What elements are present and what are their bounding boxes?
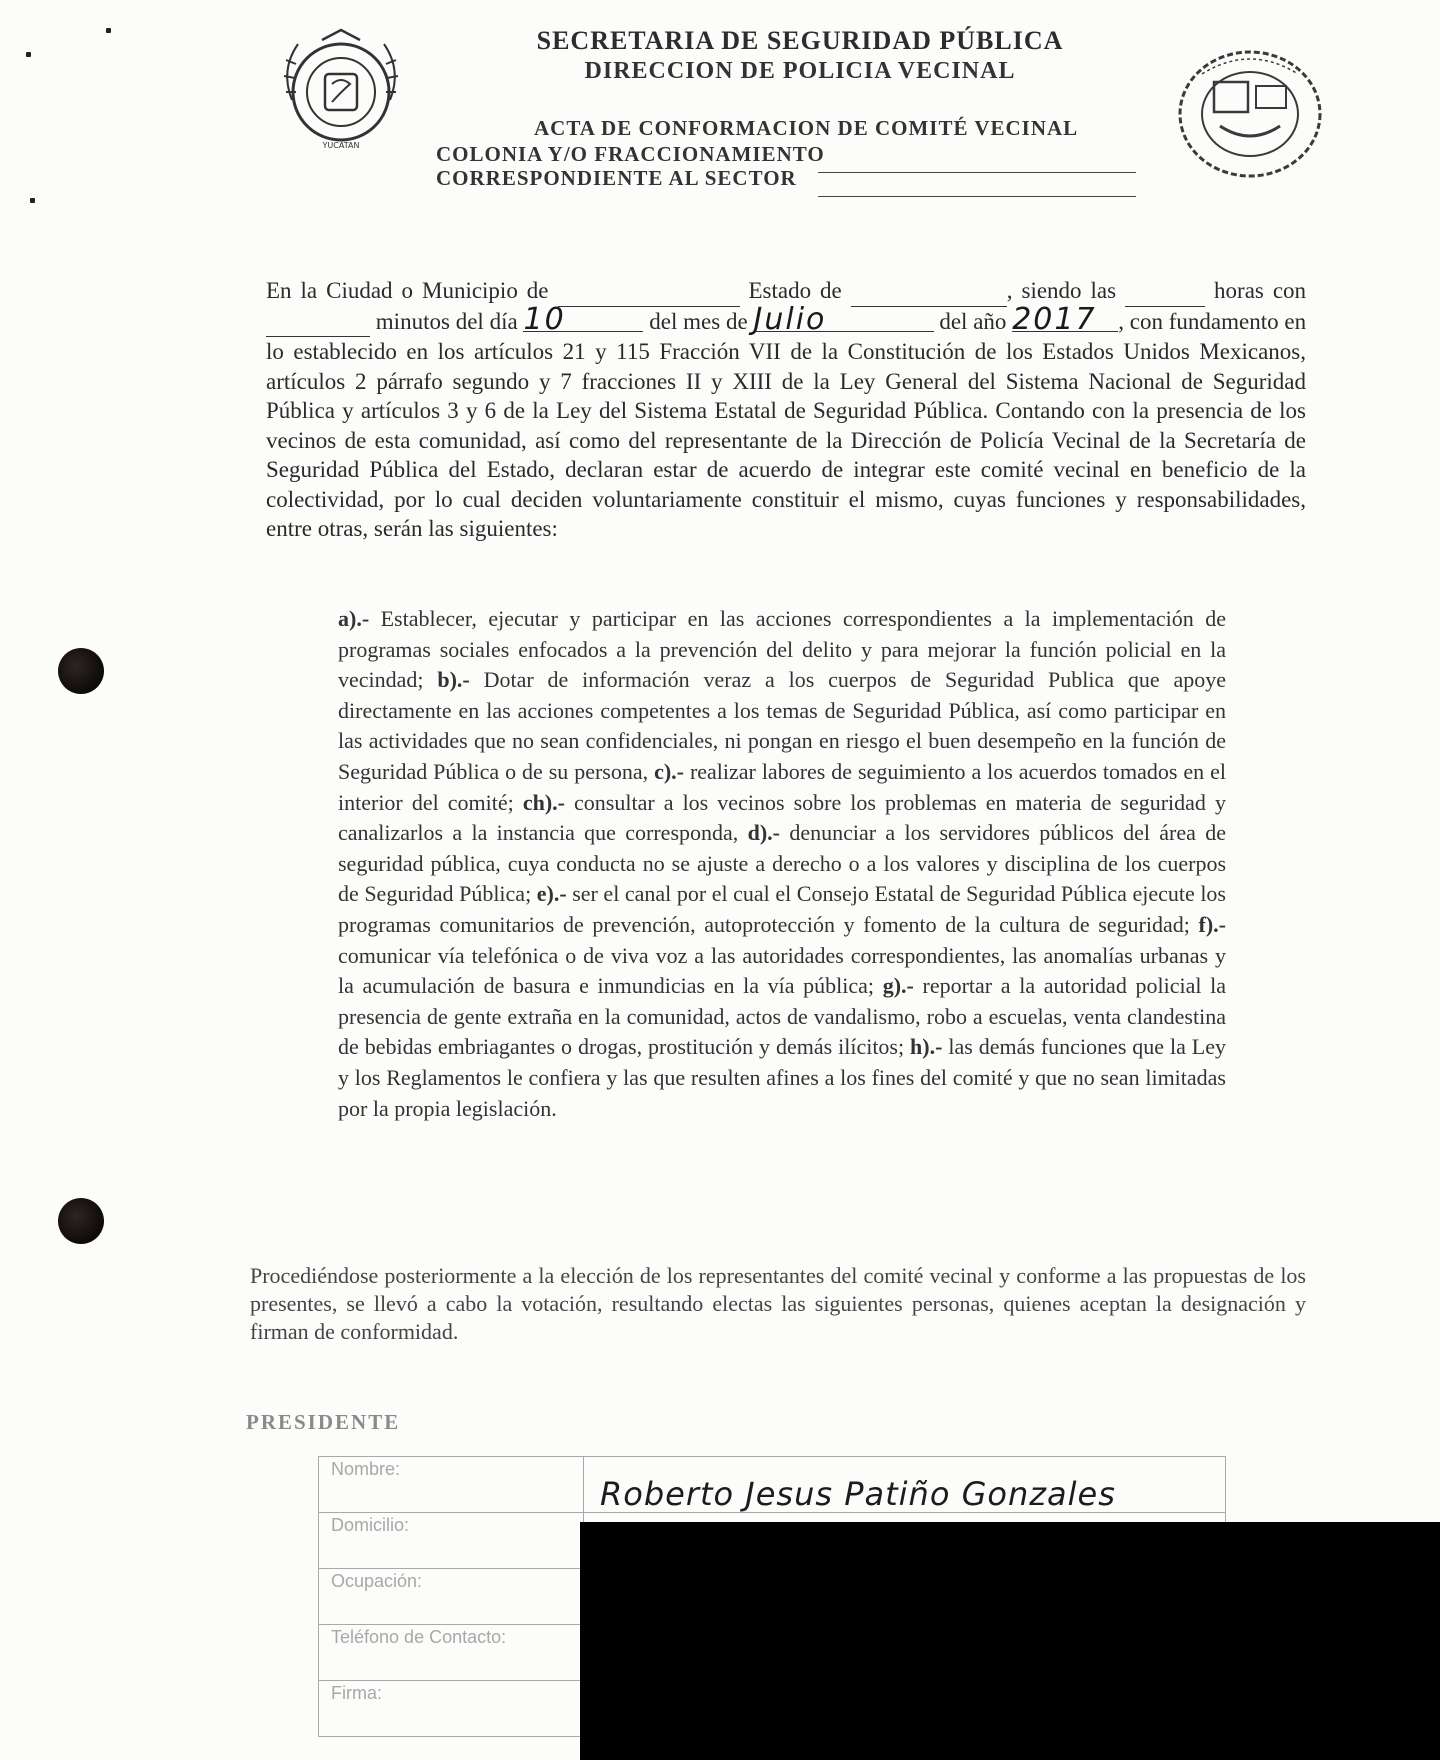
item-label: ch).- <box>522 789 565 815</box>
intro-text: del año <box>939 308 1007 334</box>
mes-field[interactable]: Julio <box>754 309 934 332</box>
header <box>440 26 1160 85</box>
sector-label: CORRESPONDIENTE AL SECTOR <box>436 166 797 190</box>
item-label: a).- <box>338 606 370 631</box>
estado-field[interactable] <box>851 276 1007 307</box>
intro-text: horas con <box>1214 278 1307 303</box>
item-label: c).- <box>654 758 684 784</box>
item-text: reportar a la autoridad policial la presencia de gente extraña en la comunidad, actos de vandalismo, robo a escuelas, venta clandestina de bebidas embriagantes o drogas, prostitución y demás ilícitos; <box>338 973 1226 1060</box>
colonia-field <box>818 172 1136 173</box>
ink-speck <box>30 198 35 203</box>
item-label: e).- <box>536 881 567 907</box>
item-text: las demás funciones que la Ley y los Reglamentos le confiera y las que resulten afines a los fines del comité y que no sean limitadas por la propia legislación. <box>338 1034 1227 1121</box>
ssp-emblem-icon <box>272 20 410 156</box>
municipio-field[interactable] <box>558 276 740 307</box>
nombre-label: Nombre: <box>319 1457 584 1513</box>
acta-title: ACTA DE CONFORMACION DE COMITÉ VECINAL <box>534 116 1079 140</box>
intro-text: , con fundamento en lo establecido en los artículos 21 y 115 Fracción VII de la Constitución de los Estados Unidos Mexicanos, artículos 2 párrafo segundo y 7 fracciones II y XIII de la Ley General del Sistema Nacional de Seguridad Pública y artículos 3 y 6 de la Ley del Sistema Estatal de Seguridad Pública. Contando con la presencia de los vecinos de esta comunidad, así como del representante de la Dirección de Policía Vecinal de la Secretaría de Seguridad Pública del Estado, declaran estar de acuerdo de integrar este comité vecinal en beneficio de la colectividad, por lo cual deciden voluntariamente constituir el mismo, cuyas funciones y responsabilidades, entre otras, serán las siguientes: <box>266 308 1307 541</box>
ink-speck <box>106 28 111 33</box>
anio-field[interactable]: 2017 <box>1012 309 1118 332</box>
ink-speck <box>26 52 31 57</box>
item-text: comunicar vía telefónica o de viva voz a las autoridades correspondientes, las anomalías urbanas y la acumulación de basura e inmundicias en la vía pública; <box>338 942 1226 999</box>
telefono-label: Teléfono de Contacto: <box>319 1625 584 1681</box>
item-label: b).- <box>437 667 470 693</box>
nombre-value: Roberto Jesus Patiño Gonzales <box>600 1475 1116 1513</box>
redaction-block <box>580 1522 1440 1760</box>
official-stamp-icon <box>1172 44 1328 184</box>
item-label: d).- <box>747 820 780 846</box>
ocupacion-label: Ocupación: <box>319 1569 584 1625</box>
intro-text: Estado de <box>748 278 842 303</box>
item-label: f).- <box>1198 911 1226 937</box>
intro-text: del mes de <box>649 308 748 334</box>
dia-field[interactable]: 10 <box>523 309 643 332</box>
intro-paragraph <box>266 276 1306 544</box>
hora-field[interactable] <box>1125 276 1205 307</box>
item-text: Establecer, ejecutar y participar en las acciones correspondientes a la implementación de programas sociales enfocados a la prevención del delito y para mejorar la función policial en la vecindad; <box>338 606 1226 693</box>
direccion-title: DIRECCION DE POLICIA VECINAL <box>584 58 1016 84</box>
item-text: Dotar de información veraz a los cuerpos de Seguridad Publica que apoye directamente en las acciones competentes a los temas de Seguridad Pública, así como participar en las actividades que no sean confidenciales, ni pongan en riesgo el buen desempeño en la función de Seguridad Pública o de su persona, <box>338 667 1226 784</box>
intro-text: En la Ciudad o Municipio de <box>266 278 549 303</box>
colonia-label: COLONIA Y/O FRACCIONAMIENTO <box>436 142 825 166</box>
item-text: denunciar a los servidores públicos del área de seguridad pública, cuya conducta no se ajuste a derecho o a los valores y disciplina de los cuerpos de Seguridad Pública; <box>338 820 1226 907</box>
intro-text: , siendo las <box>1006 278 1117 303</box>
secretaria-title: SECRETARIA DE SEGURIDAD PÚBLICA <box>536 26 1064 55</box>
punch-hole-bottom <box>58 1198 104 1244</box>
emblem-caption: YUCATAN <box>322 141 360 150</box>
item-text: consultar a los vecinos sobre los problemas en materia de seguridad y canalizarlos a la instancia que corresponda, <box>338 789 1226 846</box>
sector-field <box>818 196 1136 197</box>
intro-text: minutos del día <box>375 308 518 334</box>
item-text: ser el canal por el cual el Consejo Estatal de Seguridad Pública ejecute los programas comunitarios de prevención, autoprotección y fomento de la cultura de seguridad; <box>338 881 1226 937</box>
item-text: realizar labores de seguimiento a los acuerdos tomados en el interior del comité; <box>338 758 1226 815</box>
funciones-paragraph <box>338 604 1226 1124</box>
minutos-field[interactable] <box>266 307 370 338</box>
punch-hole-top <box>58 648 104 694</box>
domicilio-label: Domicilio: <box>319 1513 584 1569</box>
table-row <box>319 1457 1226 1513</box>
nombre-field[interactable] <box>584 1457 1226 1513</box>
presidente-heading: PRESIDENTE <box>246 1410 401 1434</box>
item-label: h).- <box>910 1034 943 1060</box>
firma-label: Firma: <box>319 1681 584 1737</box>
item-label: g).- <box>882 973 914 999</box>
eleccion-paragraph: Procediéndose posteriormente a la elección de los representantes del comité vecinal y conforme a las propuestas de los presentes, se llevó a cabo la votación, resultando electas las siguientes personas, quienes aceptan la designación y firman de conformidad. <box>250 1263 1306 1344</box>
